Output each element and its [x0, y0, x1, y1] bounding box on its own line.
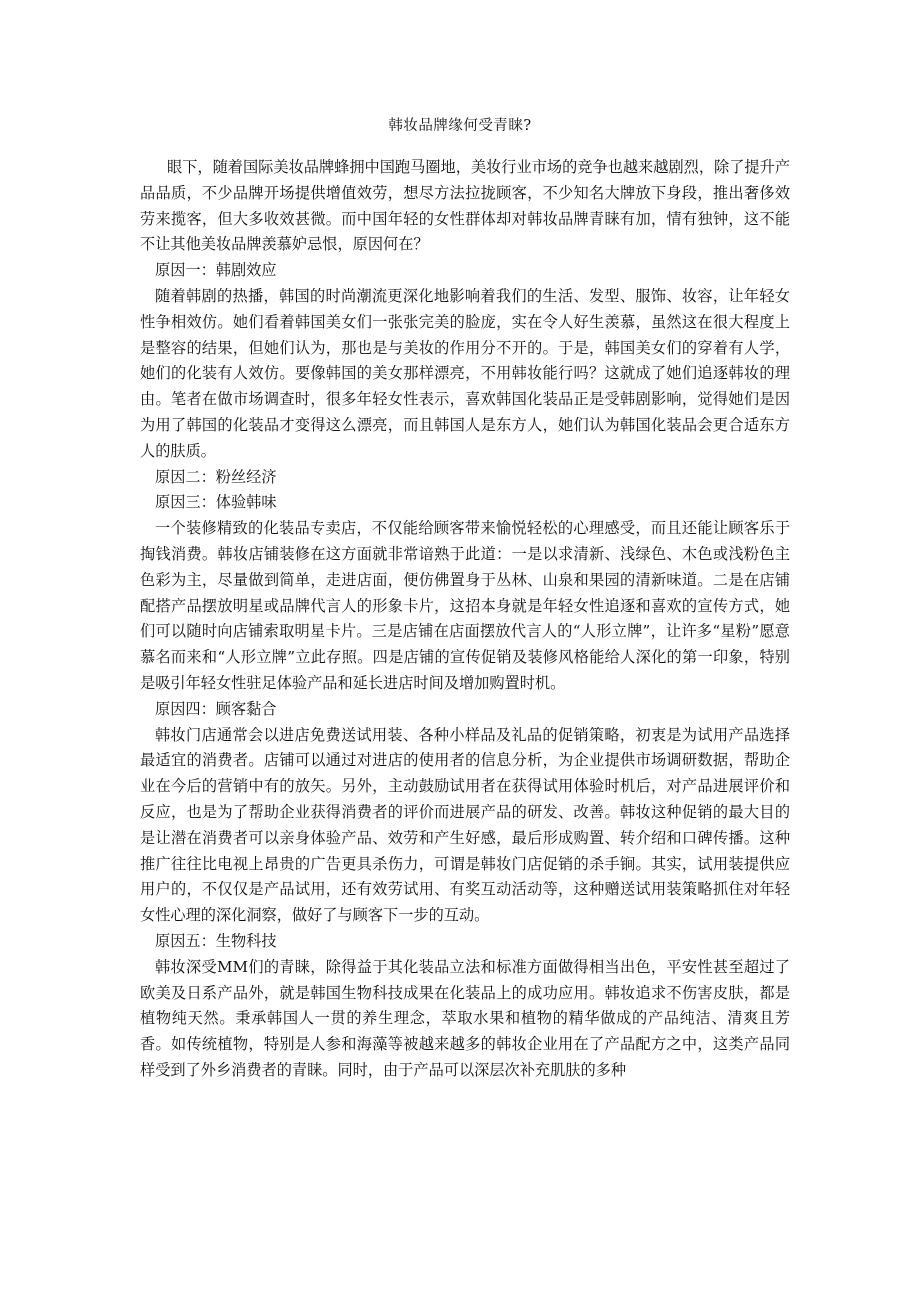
section-paragraph-1: 随着韩剧的热播，韩国的时尚潮流更深化地影响着我们的生活、发型、服饰、妆容，让年轻女性争相效仿。她们看着韩国美女们一张张完美的脸庞，实在令人好生羡慕，虽然这在很大程度上是整容的结果，但她们认为，那也是与美妆的作用分不开的。于是，韩国美女们的穿着有人学，她们的化装有人效仿。要像韩国的美女那样漂亮，不用韩妆能行吗？这就成了她们追逐韩妆的理由。笔者在做市场调查时，很多年轻女性表示，喜欢韩国化装品正是受韩剧影响，觉得她们是因为用了韩国的化装品才变得这么漂亮，而且韩国人是东方人，她们认为韩国化装品会更合适东方人的肤质。	[140, 286, 790, 460]
section-heading-2: 原因二：粉丝经济	[155, 467, 277, 486]
section-heading-5: 原因五：生物科技	[155, 931, 277, 950]
document-title: 韩妆品牌缘何受青睐?	[388, 118, 532, 134]
document-body	[140, 155, 790, 1084]
section-paragraph-3: 一个装修精致的化装品专卖店，不仅能给顾客带来愉悦轻松的心理感受，而且还能让顾客乐于掏钱消费。韩妆店铺装修在这方面就非常谙熟于此道：一是以求清新、浅绿色、木色或浅粉色主色彩为主，尽量做到简单，走进店面，便仿佛置身于丛林、山泉和果园的清新味道。二是在店铺配搭产品摆放明星或品牌代言人的形象卡片，这招本身就是年轻女性追逐和喜欢的宣传方式，她们可以随时向店铺索取明星卡片。三是店铺在店面摆放代言人的“人形立牌”，让许多“星粉”愿意慕名而来和“人形立牌”立此存照。四是店铺的宣传促销及装修风格能给人深化的第一印象，特别是吸引年轻女性驻足体验产品和延长进店时间及增加购置时机。	[140, 519, 790, 692]
section-paragraph-5: 韩妆深受MM们的青睐，除得益于其化装品立法和标准方面做得相当出色，平安性甚至超过了欧美及日系产品外，就是韩国生物科技成果在化装品上的成功应用。韩妆追求不伤害皮肤，都是植物纯天然。秉承韩国人一贯的养生理念，萃取水果和植物的精华做成的产品纯洁、清爽且芳香。如传统植物，特别是人参和海藻等被越来越多的韩妆企业用在了产品配方之中，这类产品同样受到了外乡消费者的青睐。同时，由于产品可以深层次补充肌肤的多种	[140, 957, 790, 1079]
section-heading-4: 原因四：顾客黏合	[155, 699, 277, 718]
section-heading-1: 原因一：韩剧效应	[155, 261, 277, 280]
intro-paragraph: 眼下，随着国际美妆品牌蜂拥中国跑马圈地，美妆行业市场的竞争也越来越剧烈，除了提升产品品质，不少品牌开场提供增值效劳，想尽方法拉拢顾客，不少知名大牌放下身段，推出奢侈效劳来揽客，但大多收效甚微。而中国年轻的女性群体却对韩妆品牌青睐有加，情有独钟，这不能不让其他美妆品牌羡慕妒忌恨，原因何在？	[140, 158, 790, 254]
section-heading-3: 原因三：体验韩味	[155, 493, 277, 512]
section-paragraph-4: 韩妆门店通常会以进店免费送试用装、各种小样品及礼品的促销策略，初衷是为试用产品选择最适宜的消费者。店铺可以通过对进店的使用者的信息分析，为企业提供市场调研数据，帮助企业在今后的营销中有的放矢。另外，主动鼓励试用者在获得试用体验时机后，对产品进展评价和反应，也是为了帮助企业获得消费者的评价而进展产品的研发、改善。韩妆这种促销的最大目的是让潜在消费者可以亲身体验产品、效劳和产生好感，最后形成购置、转介绍和口碑传播。这种推广往往比电视上昂贵的广告更具杀伤力，可谓是韩妆门店促销的杀手锏。其实，试用装提供应用户的，不仅仅是产品试用，还有效劳试用、有奖互动活动等，这种赠送试用装策略抓住对年轻女性心理的深化洞察，做好了与顾客下一步的互动。	[140, 725, 790, 925]
